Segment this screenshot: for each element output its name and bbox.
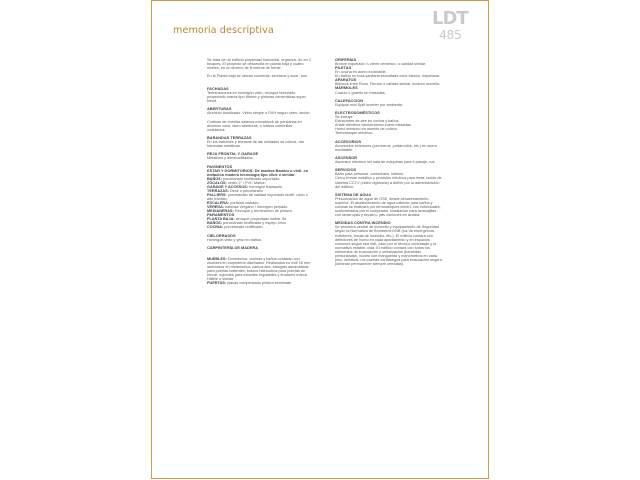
section-heading: SERVICIOS xyxy=(335,167,357,173)
paragraph: Ascensor eléctrico sin sala de máquinas para 6 pasaje- ros. xyxy=(335,160,436,165)
spec-label: ESCALERA: xyxy=(207,201,230,206)
spec-label: BAÑOS: xyxy=(207,176,222,181)
paragraph: Accesorios exteriores (percheros, portarrollos, etc.) en acero inoxidable. xyxy=(335,143,437,152)
section-heading: APARATOS xyxy=(335,77,357,83)
paragraph: Metálicos y almohadillados. xyxy=(207,156,254,161)
spec-label: PLANTA BAJA: xyxy=(207,217,235,222)
spacer xyxy=(207,250,311,257)
paragraph: Cerco frontal metálico y provisión eléctrica para insta- lación de sistema CCTV (video vigilancia) a definir por la administración del edificio. xyxy=(335,176,442,189)
paragraph: Equipos mini Split inverter por ambiente. xyxy=(335,102,404,107)
section-heading: PAVIMENTOS xyxy=(207,163,233,169)
spec-text: baldosa Vergano / hormigón peinado. xyxy=(224,205,289,210)
section-heading: FACHADAS xyxy=(207,85,229,91)
section-heading: BARANDAS TERRAZAS xyxy=(207,134,252,140)
section-heading: ACCESORIOS xyxy=(335,138,362,144)
section-heading: SISTEMA DE AGUA xyxy=(335,191,372,197)
paragraph: Extractores de aire en cocina y baños. xyxy=(335,119,400,124)
spec-text: porcelanato de calidad importado rectifi- cado o alto tránsito. xyxy=(207,193,308,202)
spec-label: MEDIANERAS: xyxy=(207,209,234,214)
page-title: memoria descriptiva xyxy=(173,25,274,36)
paragraph: Se incluye: xyxy=(335,115,354,120)
section-heading: CIELORRASOS xyxy=(207,232,236,238)
paragraph: En baños en loza sanitaria esmaltada color blanco, importada. xyxy=(335,74,440,79)
paragraph: En la Planta baja se ubican cocheras, servicios y acce- sos. xyxy=(207,74,308,79)
spec-label: VEREDA: xyxy=(207,205,225,210)
section-heading: CALEFACCION xyxy=(335,97,364,103)
paragraph: En los balcones y terrazas de las unidades se coloca- rán barandas metálicas. xyxy=(207,139,305,148)
spec-text: Revoque y terminación de pintura. xyxy=(233,209,293,214)
section-heading: MÁRMOLES xyxy=(335,85,358,91)
paragraph: En cocina en acero inoxidable. xyxy=(335,70,387,75)
spec-label: PALLIERS: xyxy=(207,193,227,197)
spec-label: BAÑOS: xyxy=(207,221,222,226)
spec-label: PUERTAS: xyxy=(207,281,227,286)
paragraph: Horno eléctrico en mueble de cocina. xyxy=(335,127,398,132)
right-text-column xyxy=(335,58,442,270)
logo-text-ldt: LDT xyxy=(432,8,468,29)
section-heading: ELECTRODOMÉSTICOS xyxy=(335,110,380,116)
spec-text: porcelanato rectificado y espejo 4mm xyxy=(221,221,286,226)
ldt-logo xyxy=(432,10,472,44)
spec-label: MUEBLES: xyxy=(207,257,227,262)
spec-line xyxy=(207,193,311,201)
spec-label: TERRAZAS: xyxy=(207,188,229,193)
section-heading: ABERTURAS xyxy=(207,106,232,112)
section-heading: PILETAS xyxy=(335,65,352,71)
section-heading: MEDIDAS CONTRA INCENDIO xyxy=(335,220,391,226)
spec-text: placas compensado pintura semimate. xyxy=(226,281,293,286)
spec-label: ZÓCALOS: xyxy=(207,180,227,185)
logo-text-number: 485 xyxy=(439,27,462,42)
spec-text: porcelanato rectificado importado. xyxy=(221,176,281,181)
spec-line xyxy=(207,257,311,281)
spec-text: revoque proyectado weber 3d xyxy=(234,217,286,222)
paragraph: Terminaciones en hormigón visto, revoque texturado proyectado marca tipo Weber y pinturas cementicias super blend. xyxy=(207,90,306,103)
spec-text: Deck o porcelanato. xyxy=(228,188,264,193)
paragraph: Presurización de agua de OSE, desde almacenamiento superior. El abastecimiento de agua caliente para baños y cocinas se realizará por termotanques eléctri- cos individuales, suministrados por el comprador. Instalación para lavavajillas con lavarropas y secarro- pas comunes en azotea. xyxy=(335,196,441,218)
paragraph: Se trata de un edificio propiedad horizontal, organiza- do en 2 bloques. El proyecto se desarrolla en planta baja y cuatro niveles, en un terreno de 8 metros de frente. xyxy=(207,58,311,71)
paragraph: Hormigón visto y yeso en baños. xyxy=(207,237,263,242)
spec-text: porcelanato rectificado. xyxy=(223,225,264,230)
paragraph: Baño para personal, contadores, lobbies. xyxy=(335,172,405,177)
section-heading: CARPINTERÍA DE MADERA xyxy=(207,244,259,250)
spec-label: COCINA: xyxy=(207,225,224,230)
paragraph: Blancos línea Roca, Ferrum o calidad similar, inodoro mochila. xyxy=(335,82,441,87)
spec-text: hormigón fratasado. xyxy=(248,184,283,189)
spec-text: Dormitorios, cocinas y baños contarán con muebles en carpintería diseñados. Realizados en mdf 18 mm laminados en melamínico, cantos abs, bisagras automáticas para puertas batientes, brazos hidráulicos para puertas de elevar, soportes para estantes regulables y tiradores marca Häfele o similar. xyxy=(207,257,311,282)
left-text-column xyxy=(207,58,311,285)
paragraph: Se proveerá central de incendio y equipamiento de Seguridad según la Normativa de Bomberos DNB (luz de emergencia, extintores, bocas de incendio, etc.). El edificio contará con detectores de humo en cada apartamento y en espacios comunes según sea indi- cado por el técnico contratado y la normativa estable- cida. El edificio contará con todos los elementos de evacuación y señalización (barandas presurizadas, núcleo con mangueras y manómetros en cada piso, señaliza- ros puertas cortafuegos para evacuación segura (deberán permanecer siempre cerradas). xyxy=(335,225,442,266)
paragraph: Anafe eléctrico vitrocerámico sobre mesadas. xyxy=(335,123,412,128)
document-page xyxy=(151,0,489,479)
paragraph: Termotanque eléctrico. xyxy=(335,131,374,136)
paragraph: Aluminio anodizado. Vidrio simple o DVH según orien- tación. xyxy=(207,111,311,116)
paragraph: Cuarzo o granito en mesadas. xyxy=(335,90,386,95)
spec-label: GARAGE Y ACCESOS: xyxy=(207,184,249,189)
section-heading: REJA FRONTAL Y GARAGE xyxy=(207,151,259,157)
paragraph: Bronce niquelado ¼ cierre cerámico, o calidad similar. xyxy=(335,62,426,67)
section-heading: GRIFERÍAS xyxy=(335,57,357,62)
spec-text: cedro 2" / PVC Marlon xyxy=(226,180,266,185)
section-heading: PARAMENTOS xyxy=(207,212,235,218)
spec-text: porfland lustrado. xyxy=(229,201,260,206)
section-heading: ESTAR Y DORMITORIOS: De madera Bambú o vinil- co imitación madera tecnología tipo click o similar. xyxy=(207,167,309,177)
section-heading: ASCENSOR xyxy=(335,155,358,161)
paragraph: Cortinas de enrollar sistema monoblock de persianas en aluminio color, idem aberturas, o lobbos sombrillas ondulados. xyxy=(207,119,302,132)
spec-line xyxy=(207,281,311,285)
